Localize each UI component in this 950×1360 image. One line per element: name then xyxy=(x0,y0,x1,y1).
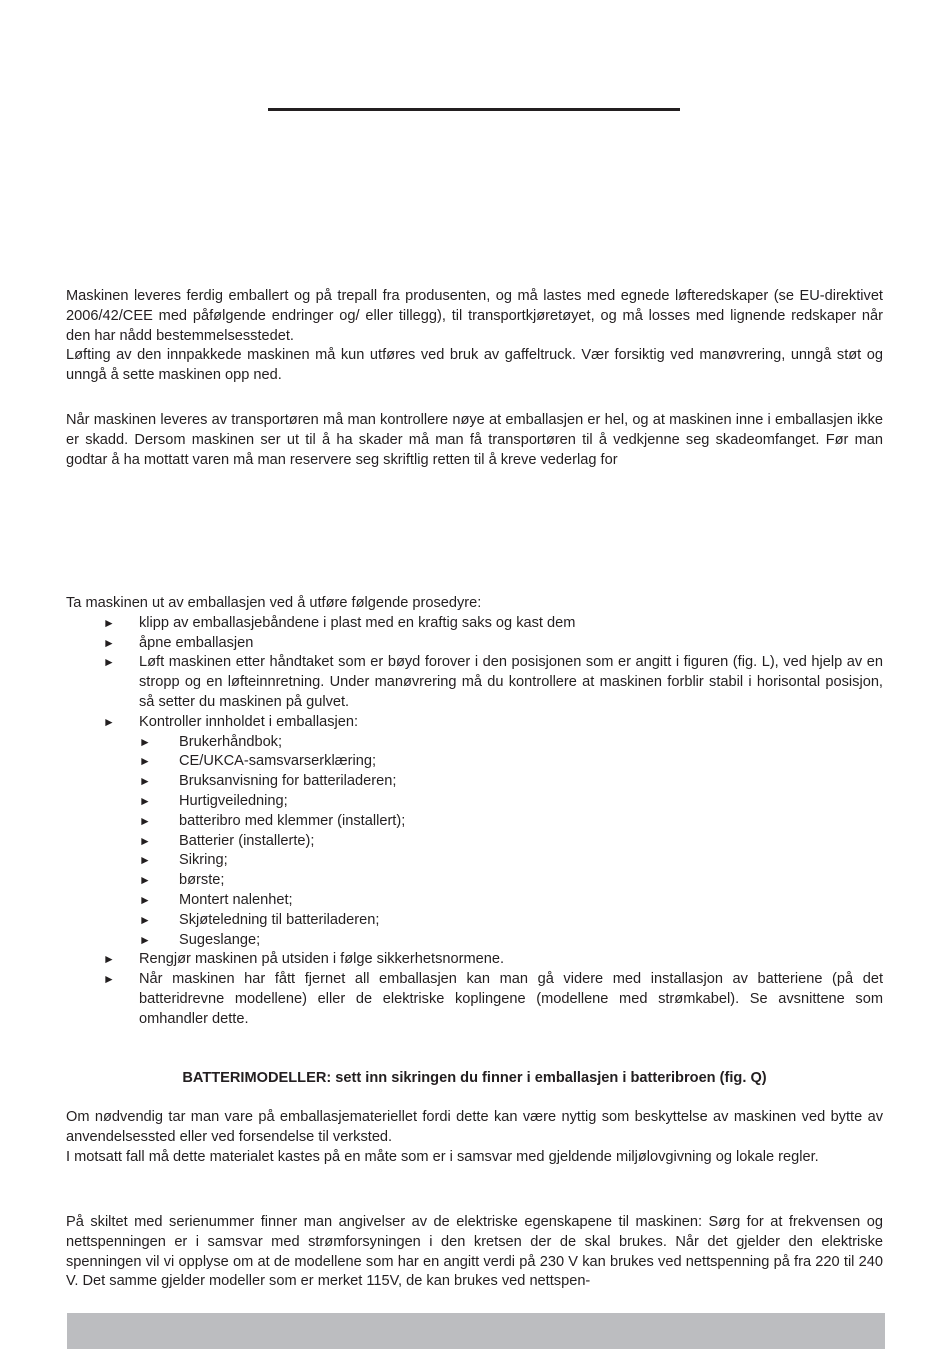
footer-bar xyxy=(67,1313,885,1349)
arrow-bullet-icon: ► xyxy=(103,635,115,650)
paragraph: Løfting av den innpakkede maskinen må kun utføres ved bruk av gaffeltruck. Vær forsiktig ved manøvrering, unngå støt og unngå å sette maskinen opp ned. xyxy=(66,347,883,384)
contents-item: ► Brukerhåndbok; xyxy=(139,733,883,753)
list-item: ► Rengjør maskinen på utsiden i følge sikkerhetsnormene. xyxy=(66,950,883,970)
arrow-bullet-icon: ► xyxy=(139,754,151,769)
arrow-bullet-icon: ► xyxy=(139,774,151,789)
contents-item: ► Bruksanvisning for batteriladeren; xyxy=(139,772,883,792)
delivery-section xyxy=(66,411,883,470)
transport-section xyxy=(66,287,883,386)
arrow-bullet-icon: ► xyxy=(139,853,151,868)
paragraph: Når maskinen leveres av transportøren må man kontrollere nøye at emballasjen er hel, og at maskinen inne i emballasjen ikke er skadd. Dersom maskinen ser ut til å ha skader må man få transportøren til å vedkjenne seg skadeomfanget. Før man godtar å ha mottatt varen må man reservere seg skriftlig retten til å kreve vederlag for xyxy=(66,412,883,468)
arrow-bullet-icon: ► xyxy=(139,932,151,947)
contents-item: ► Sikring; xyxy=(139,851,883,871)
unpacking-steps xyxy=(66,614,883,1030)
unpacking-intro: Ta maskinen ut av emballasjen ved å utføre følgende prosedyre: xyxy=(66,595,482,611)
contents-item: ► Batterier (installerte); xyxy=(139,832,883,852)
paragraph: Om nødvendig tar man vare på emballasjemateriellet fordi dette kan være nyttig som beskyttelse av maskinen ved bytte av anvendelsessted eller ved forsendelse til verksted. xyxy=(66,1109,883,1145)
arrow-bullet-icon: ► xyxy=(103,615,115,630)
arrow-bullet-icon: ► xyxy=(139,833,151,848)
list-item: ► Løft maskinen etter håndtaket som er bøyd forover i den posisjonen som er angitt i figuren (fig. L), ved hjelp av en stropp og en løfteinnretning. Under manøvrering må du kontrollere at maskinen forblir stabil i horisontal posisjon, så setter du maskinen på gulvet. xyxy=(103,654,883,710)
paragraph: I motsatt fall må dette materialet kastes på en måte som er i samsvar med gjeldende miljølovgivning og lokale regler. xyxy=(66,1148,819,1165)
arrow-bullet-icon: ► xyxy=(103,714,115,729)
arrow-bullet-icon: ► xyxy=(139,873,151,888)
arrow-bullet-icon: ► xyxy=(103,972,115,987)
list-item: ► åpne emballasjen xyxy=(66,634,883,654)
arrow-bullet-icon: ► xyxy=(139,912,151,927)
list-item: ► Når maskinen har fått fjernet all emballasjen kan man gå videre med installasjon av batteriene (på det batteridrevne modellene) eller de elektriske koplingene (modellene med strømkabel). Se avsnittene som omhandler dette. xyxy=(103,971,883,1027)
electrical-section xyxy=(66,1213,883,1292)
list-item: ► Kontroller innholdet i emballasjen: ► Brukerhåndbok; ► CE/UKCA-samsvarserklæring; ► Bruksanvisning for batteriladeren; ► Hurtigveiledning; ► batteribro med klemmer (installert); ► Batterier (installerte); ► Sikring; ► børste; ► Montert nalenhet; ► Skjøteledning til batteriladeren; ► Sugeslange; xyxy=(66,713,883,951)
paragraph: På skiltet med serienummer finner man angivelser av de elektriske egenskapene til maskinen: Sørg for at frekvensen og nettspenningen er i samsvar med strømforsyningen i den kretsen der de skal brukes. Når det gjelder den elektriske spenningen vil vi opplyse om at de modellene som har en angitt verdi på 230 V kan brukes ved nettspenning på fra 220 til 240 V. Det samme gjelder modeller som er merket 115V, de kan brukes ved nettspen- xyxy=(66,1214,883,1290)
arrow-bullet-icon: ► xyxy=(103,655,115,670)
contents-item: ► CE/UKCA-samsvarserklæring; xyxy=(139,752,883,772)
contents-item: ► Skjøteledning til batteriladeren; xyxy=(139,911,883,931)
unpacking-section xyxy=(66,594,883,1030)
contents-item: ► Montert nalenhet; xyxy=(139,891,883,911)
contents-item: ► Hurtigveiledning; xyxy=(139,792,883,812)
arrow-bullet-icon: ► xyxy=(103,952,115,967)
list-item: ► klipp av emballasjebåndene i plast med en kraftig saks og kast dem xyxy=(66,614,883,634)
title-underline-rule xyxy=(268,108,680,111)
contents-item: ► Sugeslange; xyxy=(139,931,883,951)
battery-models-note: BATTERIMODELLER: sett inn sikringen du finner i emballasjen i batteribroen (fig. Q) xyxy=(182,1070,767,1086)
contents-item: ► børste; xyxy=(139,871,883,891)
contents-item: ► batteribro med klemmer (installert); xyxy=(139,812,883,832)
arrow-bullet-icon: ► xyxy=(139,892,151,907)
packaging-material-section xyxy=(66,1108,883,1167)
arrow-bullet-icon: ► xyxy=(139,813,151,828)
arrow-bullet-icon: ► xyxy=(139,793,151,808)
paragraph: Maskinen leveres ferdig emballert og på trepall fra produsenten, og må lastes med egnede løfteredskaper (se EU-direktivet 2006/42/CEE med påfølgende endringer og/ eller tillegg), til transportkjøretøyet, og må losses med lignende redskaper når den har nådd bestemmelsesstedet. xyxy=(66,288,883,344)
package-contents-list xyxy=(139,733,883,951)
arrow-bullet-icon: ► xyxy=(139,734,151,749)
